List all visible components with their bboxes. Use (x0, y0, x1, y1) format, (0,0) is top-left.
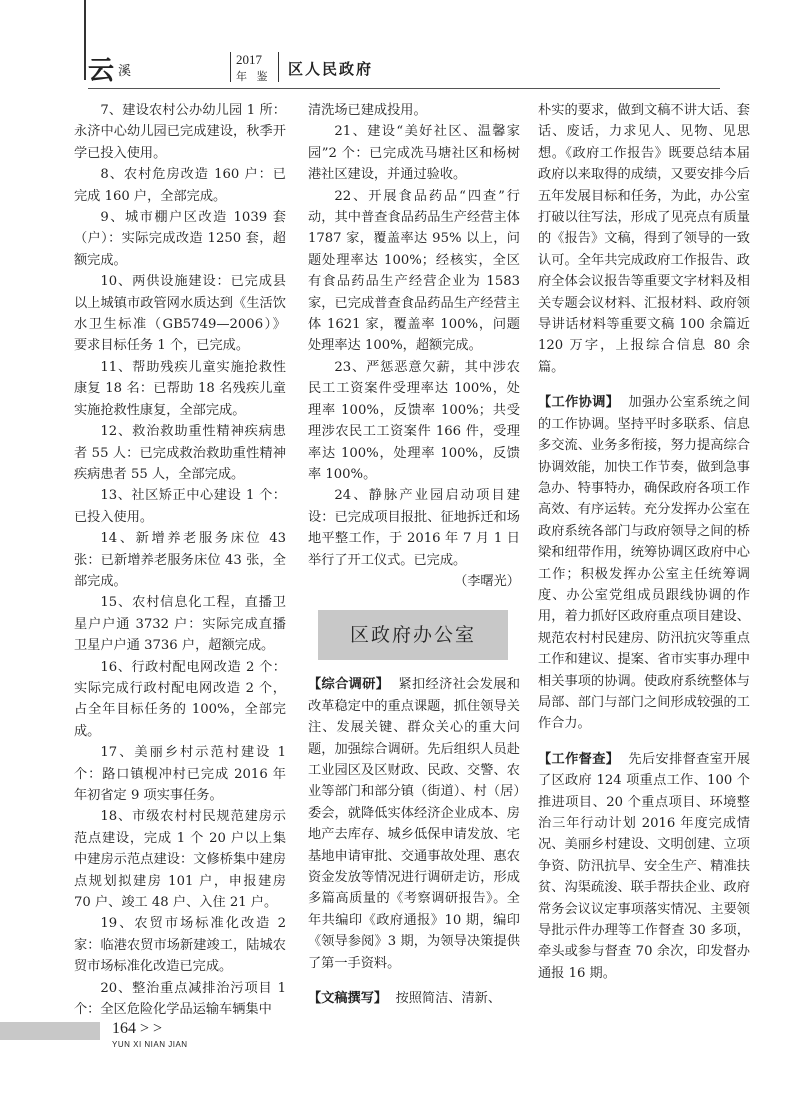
paragraph: 16、行政村配电网改造 2 个：实际完成行政村配电网改造 2 个，占全年目标任务的 100%，全部完成。 (74, 659, 286, 739)
column-left (74, 100, 286, 1020)
writing-text: 按照简洁、清新、 (395, 991, 502, 1007)
paragraph: 24、静脉产业园启动项目建设：已完成项目报批、征地拆迁和场地平整工作，于 2016 年 7 月 1 日举行了开工仪式。已完成。 (308, 488, 520, 568)
header-vertical-rule (84, 0, 86, 80)
research-paragraph (308, 674, 520, 974)
coordination-tag: 【工作协调】 (538, 395, 620, 411)
yearbook-logo-small: 溪 (118, 64, 132, 79)
paragraph: 13、社区矫正中心建设 1 个：已投入使用。 (74, 488, 286, 525)
section-title: 区政府办公室 (318, 610, 508, 660)
page-number: 164 > > (112, 1020, 163, 1037)
paragraph: 清洗场已建成投用。 (308, 103, 427, 118)
coordination-paragraph (538, 392, 750, 735)
header-year: 2017 (236, 52, 262, 67)
coordination-text: 加强办公室系统之间的工作协调。坚持平时多联系、信息多交流、业务多衔接，努力提高综合协调效能，加快工作节奏，做到急事急办、特事特办，确保政府各项工作高效、有序运转。充分发挥办公室在政府系统各部门与政府领导之间的桥梁和纽带作用，统筹协调区政府中心工作；积极发挥办公室主任统筹调度、办公室党组成员跟线协调的作用，着力抓好区政府重点项目建设、规范农村村民建房、防汛抗灾等重点工作和建议、提案、省市实事办理中相关事项的协调。使政府系统整体与局部、部门与部门之间形成较强的工作合力。 (538, 395, 751, 732)
header-rule (88, 88, 720, 89)
paragraph: 23、严惩恶意欠薪，其中涉农民工工资案件受理率达 100%，处理率 100%，反馈率 100%；共受理涉农民工工资案件 166 件，受理率达 100%，处理率 100%，反馈率 100%。 (308, 359, 520, 482)
header-department: 区人民政府 (288, 60, 374, 78)
column-middle (308, 100, 520, 1009)
footer-bar (0, 1022, 100, 1040)
paragraph: 22、开展食品药品“四查”行动，其中普查食品药品生产经营主体 1787 家，覆盖率达 95% 以上，问题处理率达 100%；经核实，全区有食品药品生产经营企业为 1583 家，已完成普查食品药品生产经营主体 1621 家，覆盖率 100%，问题处理率达 100%，超额完成。 (308, 188, 520, 354)
page-header (88, 50, 508, 88)
paragraph: 18、市级农村村民规范建房示范点建设，完成 1 个 20 户以上集中建房示范点建设：文修桥集中建房点规划拟建房 101 户，申报建房 70 户、竣工 48 户、入住 21 户。 (74, 809, 286, 911)
paragraph: 17、美丽乡村示范村建设 1 个：路口镇枧冲村已完成 2016 年年初省定 9 项实事任务。 (74, 745, 286, 803)
supervision-text: 先后安排督查室开展了区政府 124 项重点工作、100 个推进项目、20 个重点项目、环境整治三年行动计划 2016 年度完成情况、美丽乡村建设、文明创建、立项争资、防汛抗旱、安全生产、精准扶贫、沟渠疏浚、联手帮扶企业、政府常务会议议定事项落实情况、主要领导批示件办理等工作督查 30 多项，牵头或参与督查 70 余次，印发督办通报 16 期。 (538, 751, 751, 981)
paragraph: 20、整治重点减排治污项目 1 个：全区危险化学品运输车辆集中 (74, 980, 286, 1018)
column-right (538, 100, 750, 984)
header-divider (278, 52, 279, 82)
paragraph: 12、救治救助重性精神疾病患者 55 人：已完成救治救助重性精神疾病患者 55 人，全部完成。 (74, 424, 286, 482)
header-yearbook-label: 年 鉴 (236, 70, 271, 83)
paragraph: 10、两供设施建设：已完成县以上城镇市政管网水质达到《生活饮水卫生标准（GB5749—2006）》要求目标任务 1 个，已完成。 (74, 274, 286, 354)
research-text: 紧扣经济社会发展和改革稳定中的重点课题，抓住领导关注、发展关键、群众关心的重大问题，加强综合调研。先后组织人员赴工业园区及区财政、民政、交警、农业等部门和部分镇（街道）、村（居）委会，就降低实体经济企业成本、房地产去库存、城乡低保申请发放、宅基地申请审批、交通事故处理、惠农资金发放等情况进行调研走访，形成多篇高质量的《考察调研报告》。全年共编印《政府通报》10 期，编印《领导参阅》3 期，为领导决策提供了第一手资料。 (308, 677, 521, 971)
paragraph: 21、建设“美好社区、温馨家园”2 个：已完成冼马塘社区和杨树港社区建设，并通过验收。 (308, 124, 520, 183)
paragraph: 15、农村信息化工程，直播卫星户户通 3732 户：实际完成直播卫星户户通 3736 户，超额完成。 (74, 595, 286, 654)
paragraph: 7、建设农村公办幼儿园 1 所：永济中心幼儿园已完成建设，秋季开学已投入使用。 (74, 103, 286, 161)
writing-tag: 【文稿撰写】 (308, 991, 388, 1007)
paragraph: 11、帮助残疾儿童实施抢救性康复 18 名：已帮助 18 名残疾儿童实施抢救性康复，全部完成。 (74, 359, 286, 418)
paragraph: 8、农村危房改造 160 户：已完成 160 户，全部完成。 (74, 167, 286, 204)
writing-paragraph (308, 988, 520, 1009)
header-divider (230, 52, 231, 82)
paragraph: 朴实的要求，做到文稿不讲大话、套话、废话，力求见人、见物、见思想。《政府工作报告》既要总结本届政府以来取得的成绩，又要安排今后五年发展目标和任务，为此，办公室打破以往写法，形成了见亮点有质量的《报告》文稿，得到了领导的一致认可。全年共完成政府工作报告、政府全体会议报告等重要文字材料及相关专题会议材料、汇报材料、政府领导讲话材料等重要文稿 100 余篇近 120 万字，上报综合信息 80 余篇。 (538, 103, 750, 375)
author-credit: （李曙光） (454, 573, 520, 589)
yearbook-logo: 云 (88, 56, 115, 86)
paragraph: 19、农贸市场标准化改造 2 家：临港农贸市场新建竣工，陆城农贸市场标准化改造已完成。 (74, 916, 286, 975)
supervision-paragraph (538, 749, 750, 984)
paragraph: 14、新增养老服务床位 43 张：已新增养老服务床位 43 张，全部完成。 (74, 531, 286, 589)
research-tag: 【综合调研】 (308, 677, 390, 693)
paragraph: 9、城市棚户区改造 1039 套（户）：实际完成改造 1250 套，超额完成。 (74, 210, 286, 268)
footer-subtitle: YUN XI NIAN JIAN (112, 1040, 188, 1049)
supervision-tag: 【工作督查】 (538, 751, 620, 767)
